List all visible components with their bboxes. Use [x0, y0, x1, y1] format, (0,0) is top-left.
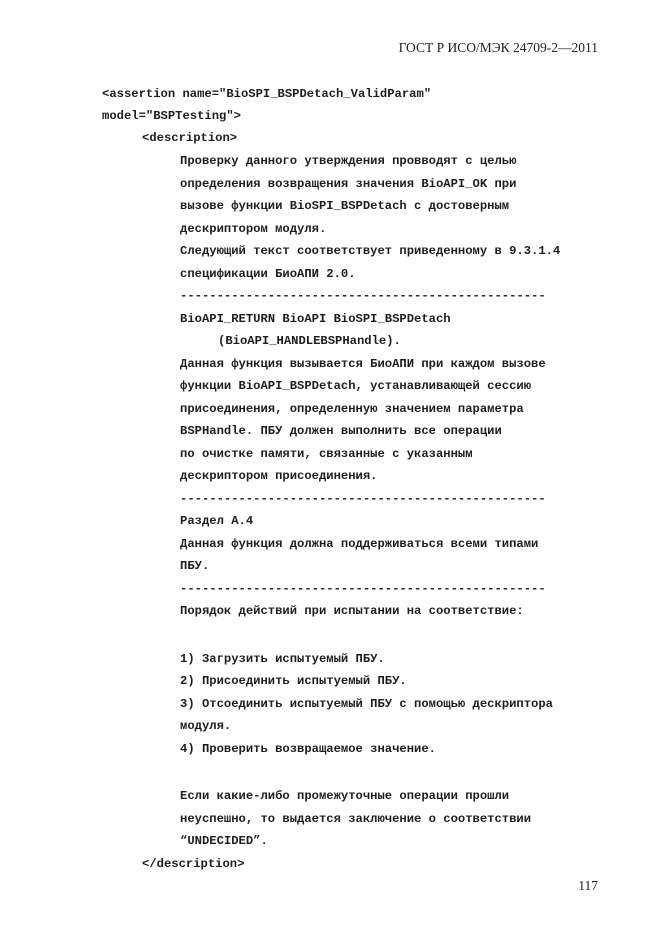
procedure-step: 1) Загрузить испытуемый ПБУ.: [180, 652, 385, 666]
procedure-step: 4) Проверить возвращаемое значение.: [180, 742, 436, 756]
code-line-description-close: </description>: [142, 857, 245, 871]
code-line-model-attr: model="BSPTesting">: [102, 109, 241, 123]
page-number: 117: [578, 878, 598, 893]
code-line: спецификации БиоАПИ 2.0.: [180, 267, 356, 281]
code-line: неуспешно, то выдается заключение о соответствии: [180, 812, 532, 826]
code-line: присоединения, определенную значением параметра: [180, 402, 524, 416]
code-line: Следующий текст соответствует приведенному в 9.3.1.4: [180, 244, 561, 258]
code-line-section-ref: Раздел А.4: [180, 514, 254, 528]
procedure-step: 2) Присоединить испытуемый ПБУ.: [180, 674, 407, 688]
code-line-procedure-heading: Порядок действий при испытании на соответствие:: [180, 604, 524, 618]
code-line: функции BioAPI_BSPDetach, устанавливающей сессию: [180, 379, 532, 393]
code-line: дескриптором модуля.: [180, 222, 327, 236]
code-line: вызове функции BioSPI_BSPDetach с достоверным: [180, 199, 510, 213]
code-line: по очистке памяти, связанные с указанным: [180, 447, 473, 461]
procedure-step-continuation: модуля.: [180, 719, 232, 733]
code-line-assertion-open: <assertion name="BioSPI_BSPDetach_ValidParam": [102, 87, 432, 101]
code-line: Данная функция должна поддерживаться всеми типами: [180, 537, 539, 551]
code-line: BSPHandle. ПБУ должен выполнить все операции: [180, 424, 502, 438]
code-line: “UNDECIDED”.: [180, 834, 268, 848]
separator-line: --------------------------------------------------: [180, 289, 546, 303]
code-line-signature-params: (BioAPI_HANDLEBSPHandle).: [218, 334, 401, 348]
separator-line: --------------------------------------------------: [180, 492, 546, 506]
code-line: дескриптором присоединения.: [180, 469, 378, 483]
code-line: ПБУ.: [180, 559, 210, 573]
separator-line: --------------------------------------------------: [180, 582, 546, 596]
code-line: Проверку данного утверждения провводят с целью: [180, 154, 517, 168]
code-line: определения возвращения значения BioAPI_OK при: [180, 177, 517, 191]
code-line-description-open: <description>: [142, 131, 238, 145]
code-line: Если какие-либо промежуточные операции прошли: [180, 789, 510, 803]
procedure-step: 3) Отсоединить испытуемый ПБУ с помощью дескриптора: [180, 697, 553, 711]
code-line-signature: BioAPI_RETURN BioAPI BioSPI_BSPDetach: [180, 312, 451, 326]
document-header: ГОСТ Р ИСО/МЭК 24709-2—2011: [398, 40, 598, 55]
code-line: Данная функция вызывается БиоАПИ при каждом вызове: [180, 357, 546, 371]
